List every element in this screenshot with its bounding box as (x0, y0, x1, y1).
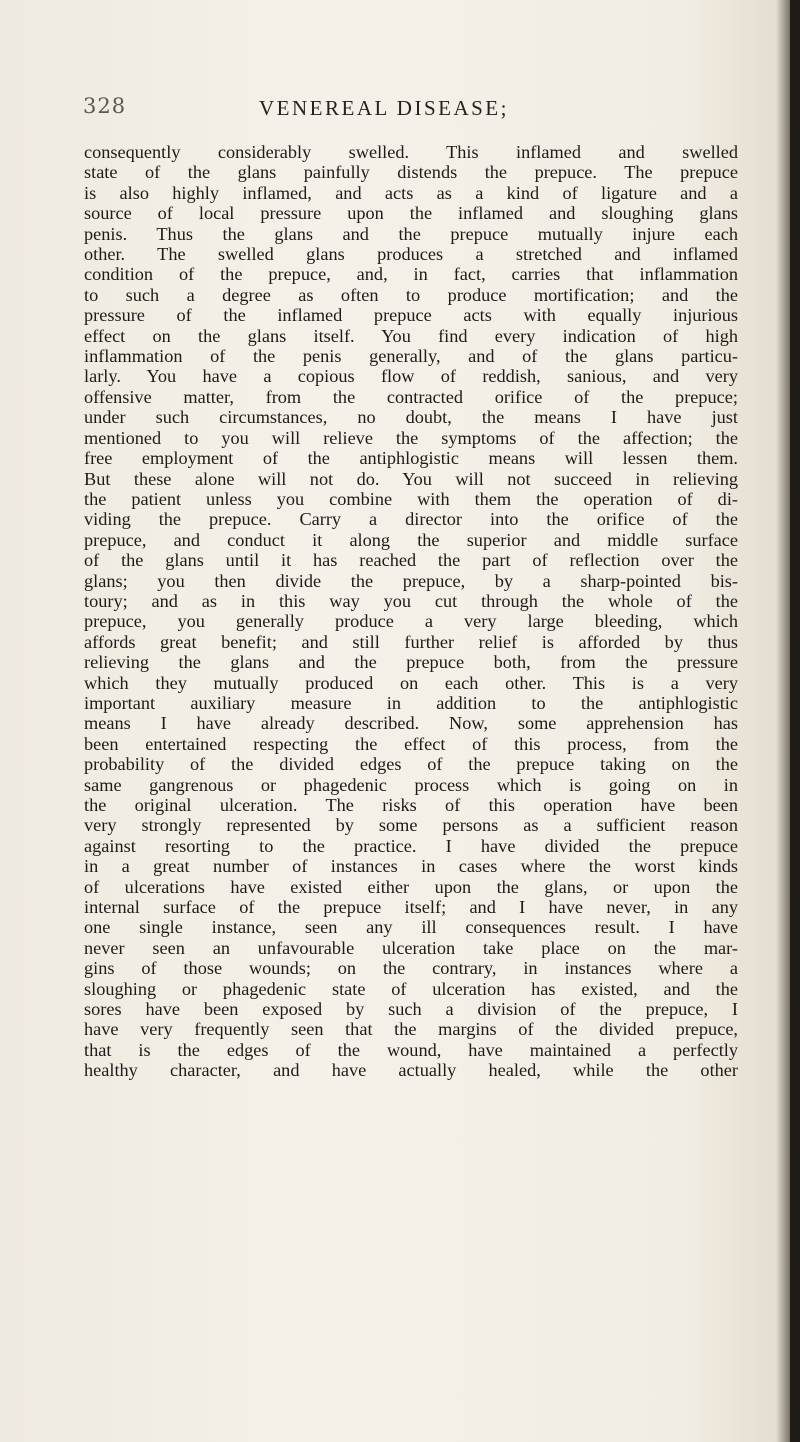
text-line: to such a degree as often to produce mortification; and the (84, 284, 738, 305)
text-line: free employment of the antiphlogistic means will lessen them. (84, 448, 738, 469)
text-line: important auxiliary measure in addition to the antiphlogistic (84, 692, 738, 713)
text-line: penis. Thus the glans and the prepuce mutually injure each (84, 223, 738, 244)
text-line: inflammation of the penis generally, and of the glans particu- (84, 346, 738, 367)
text-line: the original ulceration. The risks of this operation have been (84, 795, 738, 815)
text-line: mentioned to you will relieve the symptoms of the affection; the (84, 427, 738, 448)
text-line: sores have been exposed by such a division of the prepuce, I (84, 999, 738, 1020)
text-line: that is the edges of the wound, have maintained a perfectly (84, 1039, 738, 1060)
text-line: relieving the glans and the prepuce both, from the pressure (84, 652, 738, 673)
text-line: have very frequently seen that the margins of the divided prepuce, (84, 1019, 738, 1040)
text-line: gins of those wounds; on the contrary, in instances where a (84, 958, 738, 979)
page-edge-shadow (790, 0, 800, 1442)
text-line: healthy character, and have actually healed, while the other (84, 1060, 738, 1081)
text-line: consequently considerably swelled. This inflamed and swelled (84, 142, 738, 162)
text-line: prepuce, and conduct it along the superior and middle surface (84, 529, 738, 550)
text-line: source of local pressure upon the inflamed and sloughing glans (84, 203, 738, 224)
text-line: offensive matter, from the contracted orifice of the prepuce; (84, 386, 738, 407)
body-text (84, 142, 738, 1081)
text-line: affords great benefit; and still further relief is afforded by thus (84, 631, 738, 652)
text-line: under such circumstances, no doubt, the means I have just (84, 407, 738, 428)
text-line: prepuce, you generally produce a very large bleeding, which (84, 611, 738, 632)
running-head: VENEREAL DISEASE; (259, 96, 509, 120)
text-line: in a great number of instances in cases where the worst kinds (84, 856, 738, 877)
text-line: other. The swelled glans produces a stretched and inflamed (84, 244, 738, 265)
text-line: of the glans until it has reached the part of reflection over the (84, 550, 738, 571)
text-line: of ulcerations have existed either upon the glans, or upon the (84, 876, 738, 897)
page-number: 328 (83, 94, 127, 118)
text-line: never seen an unfavourable ulceration take place on the mar- (84, 937, 738, 958)
text-line: glans; you then divide the prepuce, by a sharp-pointed bis- (84, 570, 738, 591)
text-line: probability of the divided edges of the prepuce taking on the (84, 754, 738, 775)
text-line: effect on the glans itself. You find every indication of high (84, 325, 738, 346)
text-line: condition of the prepuce, and, in fact, carries that inflammation (84, 264, 738, 285)
text-line: toury; and as in this way you cut through the whole of the (84, 590, 738, 611)
text-line: same gangrenous or phagedenic process which is going on in (84, 774, 738, 795)
text-line: But these alone will not do. You will not succeed in relieving (84, 468, 738, 489)
page-header (83, 94, 743, 130)
text-line: been entertained respecting the effect of this process, from the (84, 733, 738, 754)
text-line: state of the glans painfully distends the prepuce. The prepuce (84, 162, 738, 183)
text-line: viding the prepuce. Carry a director into the orifice of the (84, 509, 738, 530)
text-line: one single instance, seen any ill consequences result. I have (84, 917, 738, 938)
text-line: sloughing or phagedenic state of ulceration has existed, and the (84, 978, 738, 999)
text-line: pressure of the inflamed prepuce acts with equally injurious (84, 305, 738, 326)
text-line: against resorting to the practice. I have divided the prepuce (84, 835, 738, 856)
text-line: very strongly represented by some persons as a sufficient reason (84, 815, 738, 836)
text-line: the patient unless you combine with them the operation of di- (84, 488, 738, 509)
text-line: internal surface of the prepuce itself; and I have never, in any (84, 897, 738, 918)
text-line: larly. You have a copious flow of reddish, sanious, and very (84, 366, 738, 387)
text-line: which they mutually produced on each other. This is a very (84, 672, 738, 693)
text-line: means I have already described. Now, some apprehension has (84, 713, 738, 734)
text-line: is also highly inflamed, and acts as a kind of ligature and a (84, 182, 738, 203)
